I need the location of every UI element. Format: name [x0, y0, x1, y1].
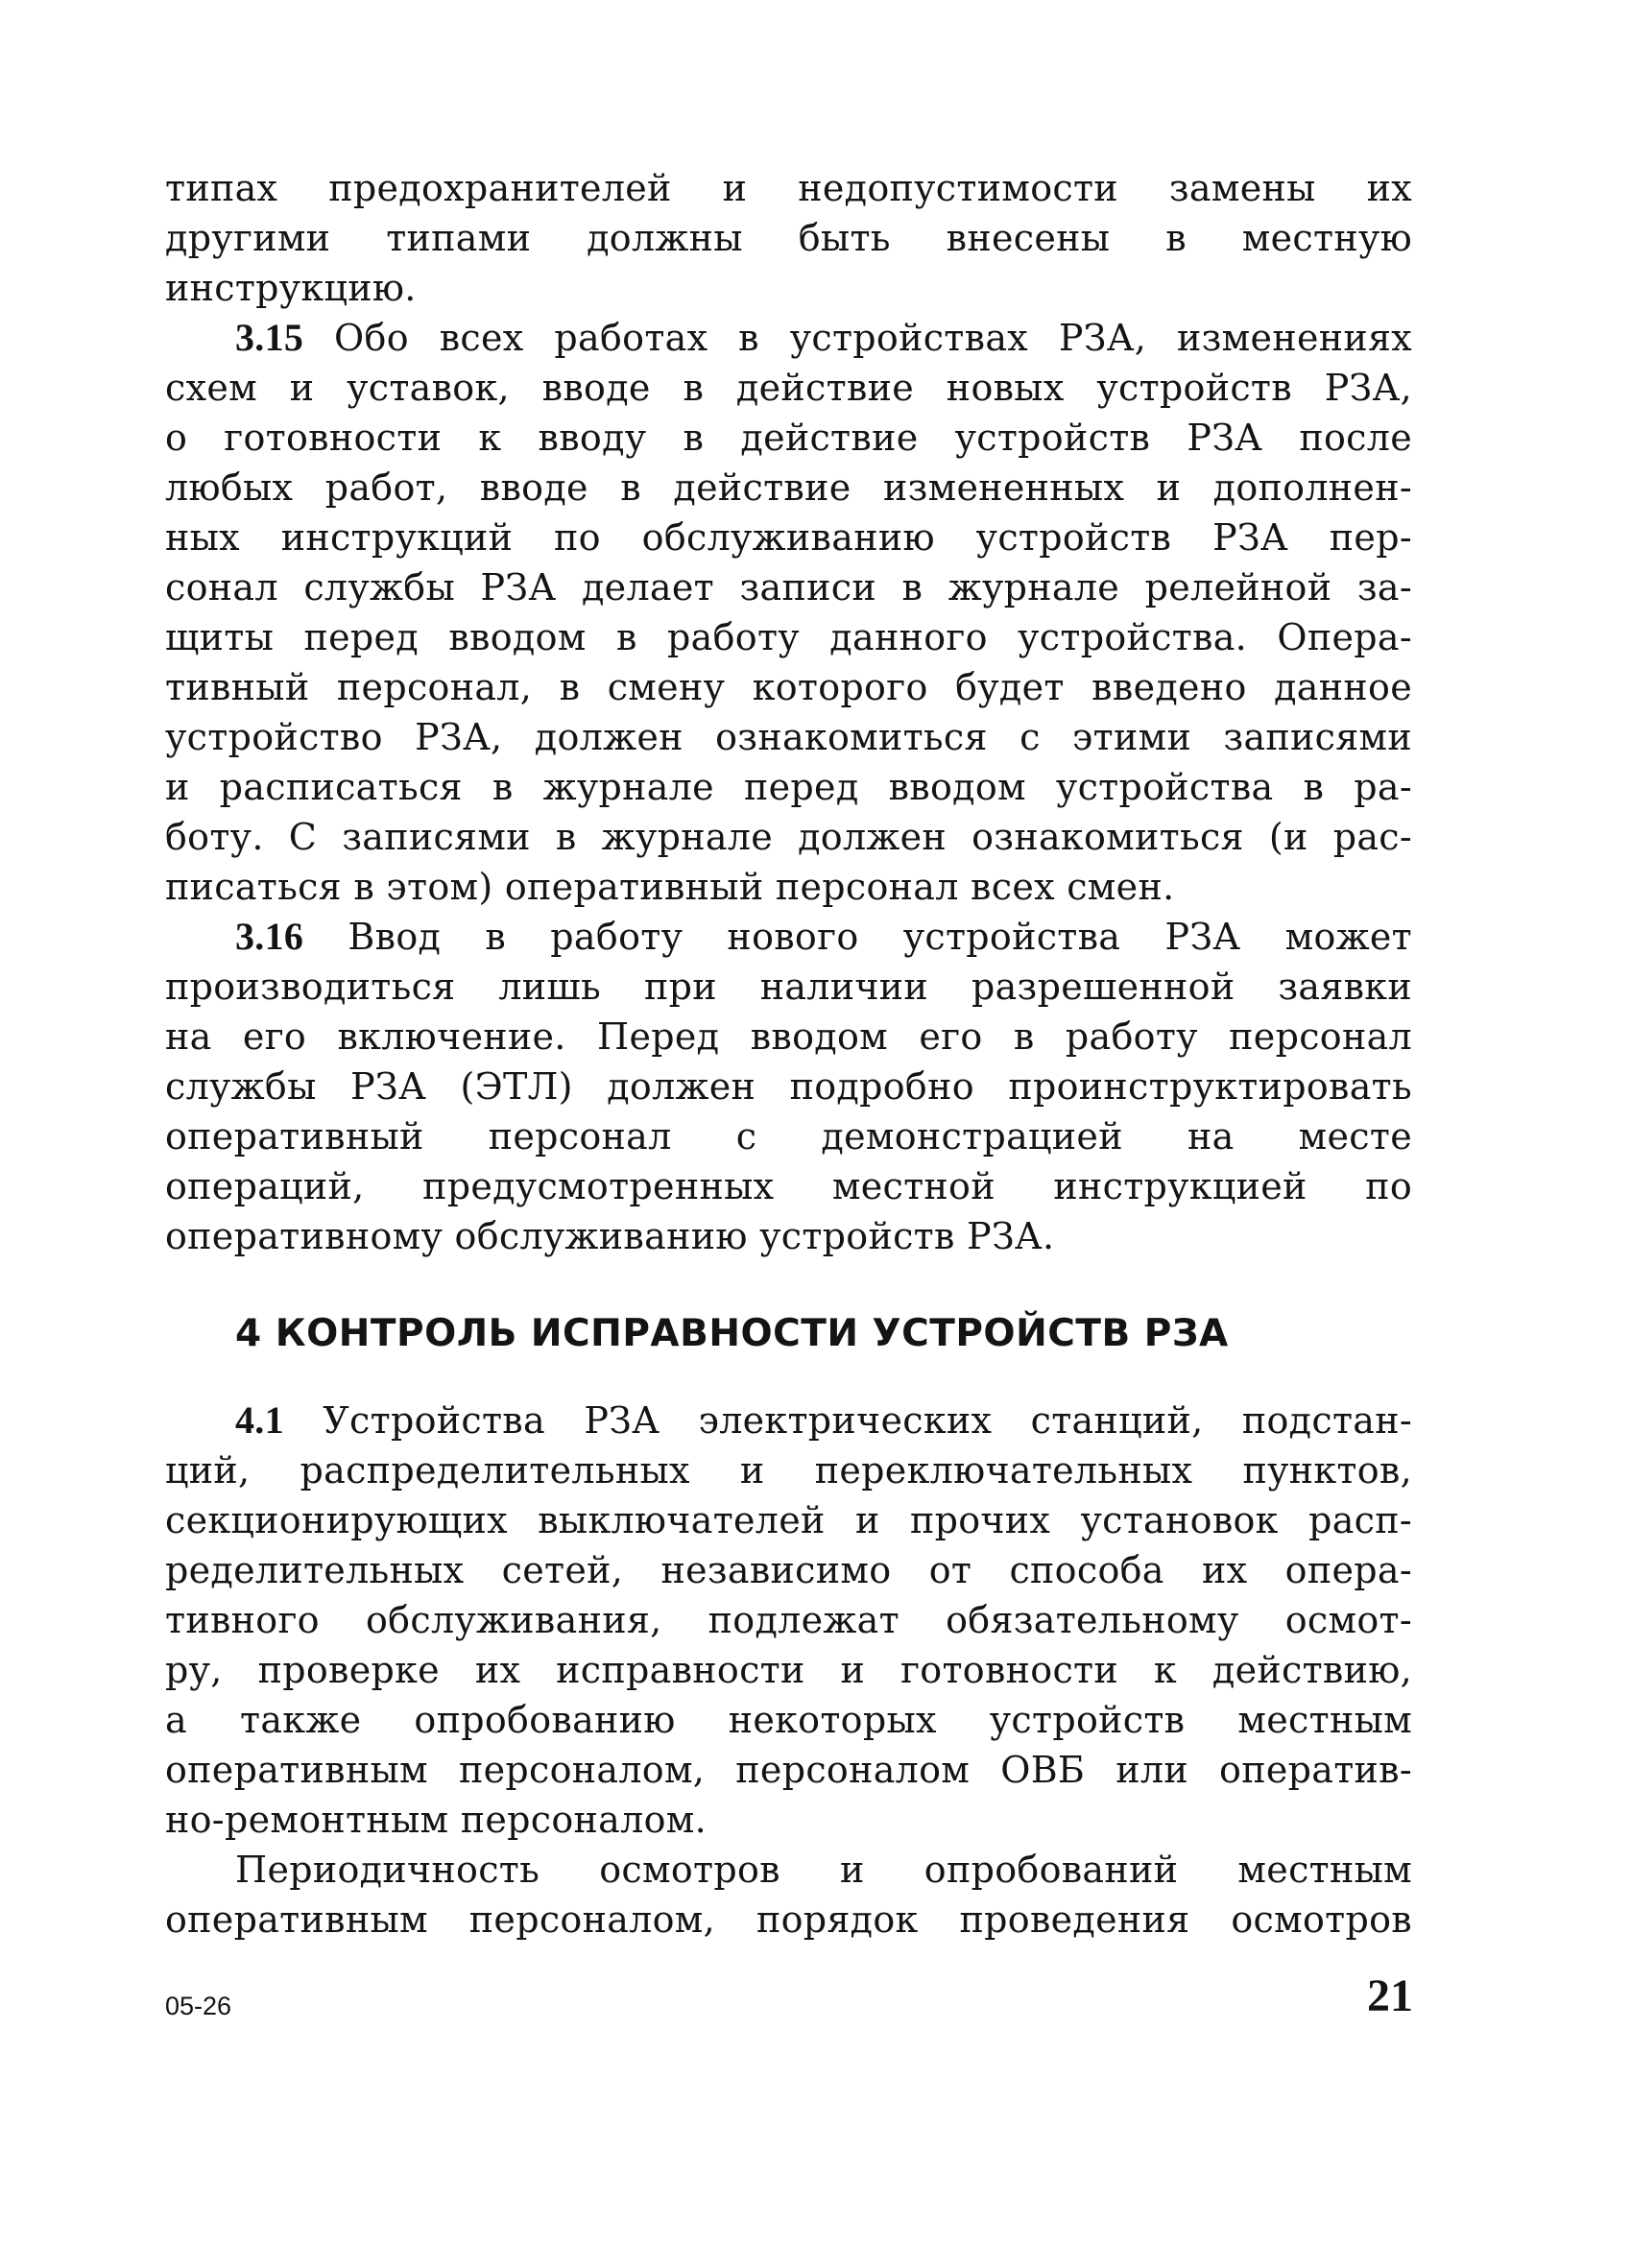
paragraph-number: 4.1	[235, 1398, 284, 1442]
text-line: любых работ, вводе в действие измененных и дополнен-	[165, 466, 1412, 509]
text-line: ций, распределительных и переключательных пунктов,	[165, 1449, 1412, 1492]
text-line: оперативным персоналом, порядок проведения осмотров	[165, 1898, 1412, 1941]
paragraph-number: 3.15	[235, 316, 304, 359]
text-line: ределительных сетей, независимо от способа их опера-	[165, 1549, 1412, 1591]
text-line: щиты перед вводом в работу данного устройства. Опера-	[165, 616, 1412, 658]
paragraph-3-15-first-line	[235, 313, 1412, 363]
paragraph-4-1-first-line	[235, 1396, 1412, 1445]
text-line: сонал службы РЗА делает записи в журнале релейной за-	[165, 566, 1412, 609]
text-line: схем и уставок, вводе в действие новых устройств РЗА,	[165, 367, 1412, 409]
text-line: тивный персонал, в смену которого будет введено данное	[165, 666, 1412, 708]
text-line: секционирующих выключателей и прочих установок расп-	[165, 1499, 1412, 1541]
page-number: 21	[1367, 1970, 1413, 2021]
text-line: инструкцию.	[165, 267, 417, 309]
text-line: ру, проверке их исправности и готовности к действию,	[165, 1649, 1412, 1691]
text-span: Устройства РЗА электрических станций, подстан-	[283, 1399, 1412, 1442]
paragraph-number: 3.16	[235, 915, 304, 958]
text-line: оперативным персоналом, персоналом ОВБ или оператив-	[165, 1749, 1412, 1791]
text-line: оперативный персонал с демонстрацией на месте	[165, 1115, 1412, 1158]
text-line: Периодичность осмотров и опробований местным	[235, 1849, 1412, 1891]
document-code: 05-26	[165, 1992, 232, 2020]
text-line: операций, предусмотренных местной инструкцией по	[165, 1165, 1412, 1207]
text-line: тивного обслуживания, подлежат обязательному осмот-	[165, 1599, 1412, 1641]
text-line: типах предохранителей и недопустимости замены их	[165, 167, 1412, 209]
text-line: на его включение. Перед вводом его в работу персонал	[165, 1015, 1412, 1058]
text-line: другими типами должны быть внесены в местную	[165, 217, 1412, 259]
text-line: ных инструкций по обслуживанию устройств РЗА пер-	[165, 516, 1412, 559]
text-line: производиться лишь при наличии разрешенной заявки	[165, 966, 1412, 1008]
text-line: и расписаться в журнале перед вводом устройства в ра-	[165, 766, 1412, 808]
section-heading: 4 КОНТРОЛЬ ИСПРАВНОСТИ УСТРОЙСТВ РЗА	[235, 1312, 1229, 1355]
text-line: о готовности к вводу в действие устройств РЗА после	[165, 417, 1412, 459]
text-line: устройство РЗА, должен ознакомиться с этими записями	[165, 716, 1412, 758]
text-span: Обо всех работах в устройствах РЗА, изменениях	[303, 317, 1412, 359]
text-line: оперативному обслуживанию устройств РЗА.	[165, 1215, 1055, 1257]
text-line: службы РЗА (ЭТЛ) должен подробно проинструктировать	[165, 1065, 1412, 1108]
text-line: а также опробованию некоторых устройств местным	[165, 1699, 1412, 1741]
text-line: писаться в этом) оперативный персонал всех смен.	[165, 866, 1175, 908]
paragraph-3-16-first-line	[235, 912, 1412, 962]
text-line: но-ремонтным персоналом.	[165, 1799, 707, 1841]
text-span: Ввод в работу нового устройства РЗА может	[303, 916, 1412, 958]
text-line: боту. С записями в журнале должен ознакомиться (и рас-	[165, 816, 1412, 858]
